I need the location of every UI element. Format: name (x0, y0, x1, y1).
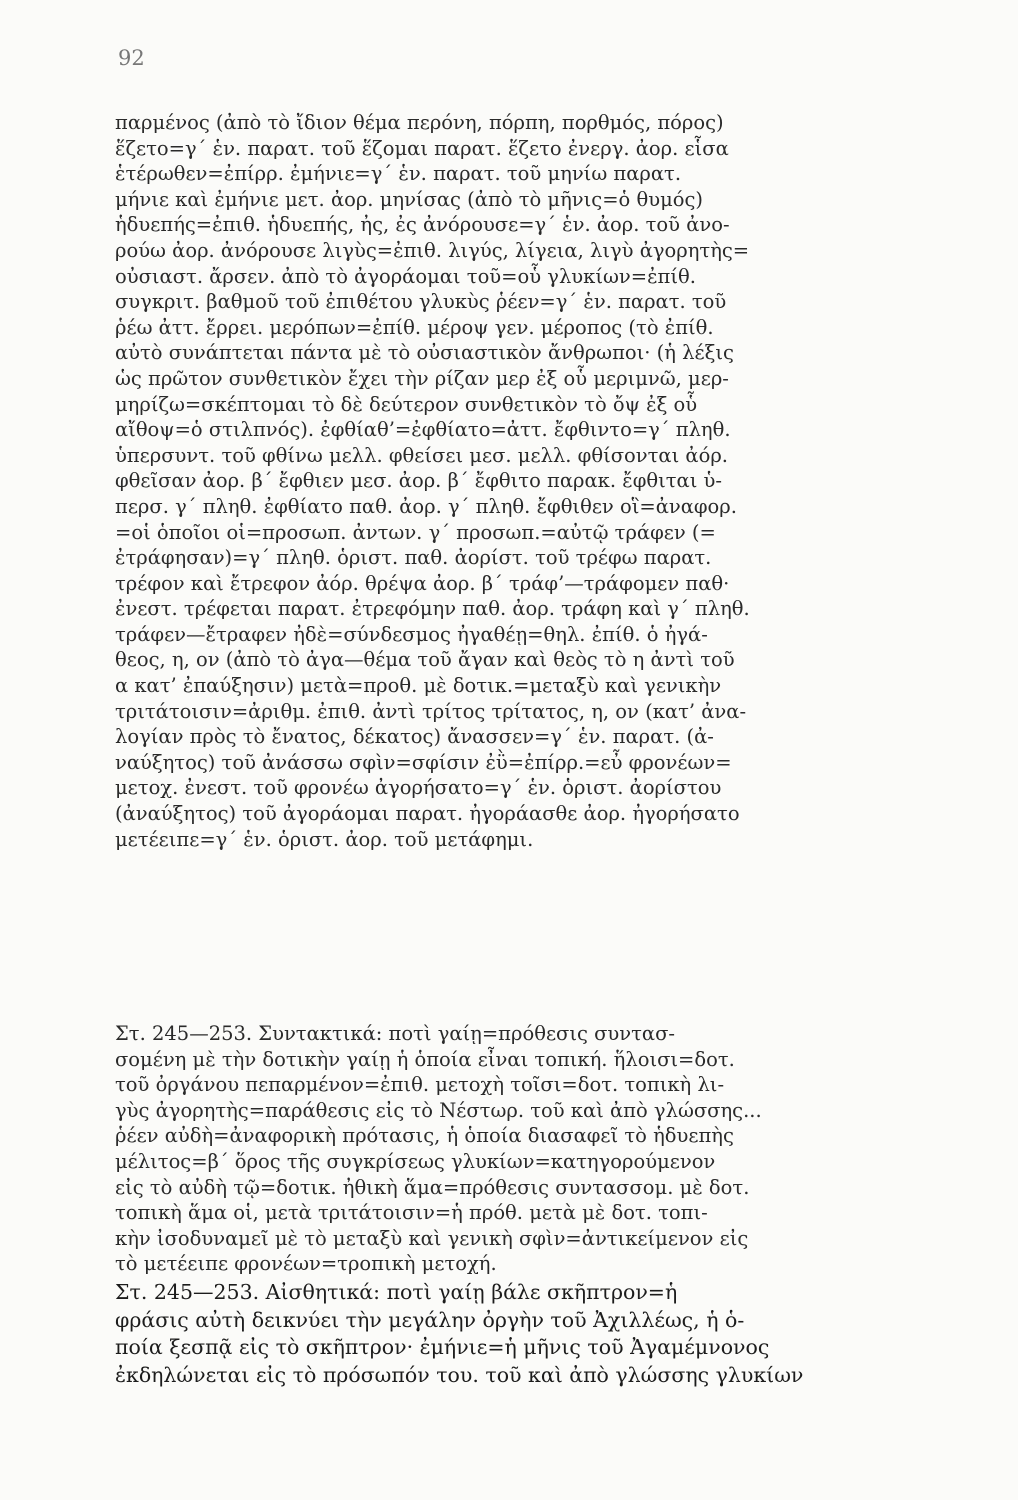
text-line: ἡδυεπής=ἐπιθ. ἡδυεπής, ἠς, ἐς ἀνόρουσε=γ΄ ἑν. ἀορ. τοῦ ἀνο- (115, 213, 730, 237)
text-line: ὑπερσυντ. τοῦ φθίνω μελλ. φθείσει μεσ. μελλ. φθίσονται ἀόρ. (115, 443, 728, 467)
text-line: μήνιε καὶ ἐμήνιε μετ. ἀορ. μηνίσας (ἀπὸ τὸ μῆνις=ὁ θυμός) (115, 187, 704, 211)
text-line: γὺς ἀγορητὴς=παράθεσις εἰς τὸ Νέστωρ. τοῦ καὶ ἀπὸ γλώσσης... (115, 1098, 762, 1122)
text-line: αὐτὸ συνάπτεται πάντα μὲ τὸ οὐσιαστικὸν ἄνθρωποι· (ἡ λέξις (115, 341, 734, 365)
text-line: τοῦ ὀργάνου πεπαρμένον=ἐπιθ. μετοχὴ τοῖσι=δοτ. τοπικὴ λι- (115, 1073, 725, 1097)
text-line: φράσις αὐτὴ δεικνύει τὴν μεγάλην ὀργὴν τοῦ Ἀχιλλέως, ἡ ὁ- (115, 1307, 745, 1332)
text-line: Στ. 245—253. Αἰσθητικά: ποτὶ γαίῃ βάλε σκῆπτρον=ἡ (115, 1280, 678, 1304)
syntax-paragraph (115, 1021, 940, 1277)
text-line: =οἱ ὁποῖοι οἱ=προσωπ. ἀντων. γ΄ προσωπ.=αὐτῷ τράφεν (= (115, 520, 716, 544)
text-line: μέλιτος=β΄ ὅρος τῆς συγκρίσεως γλυκίων=κατηγορούμενον (115, 1149, 716, 1173)
text-line: εἰς τὸ αὐδὴ τῷ=δοτικ. ἠθικὴ ἅμα=πρόθεσις συντασσομ. μὲ δοτ. (115, 1175, 750, 1199)
text-line: ῥέω ἀττ. ἔρρει. μερόπων=ἐπίθ. μέροψ γεν. μέροπος (τὸ ἐπίθ. (115, 315, 714, 339)
text-line: μετοχ. ἐνεστ. τοῦ φρονέω ἀγορήσατο=γ΄ ἑν. ὁριστ. ἀορίστου (115, 776, 722, 800)
text-line: αἴθοψ=ὁ στιλπνός). ἐφθίαθ’=ἐφθίατο=ἀττ. ἔφθιντο=γ΄ πληθ. (115, 418, 731, 442)
commentary-paragraph (115, 110, 940, 852)
text-line: Στ. 245—253. Συντακτικά: ποτὶ γαίῃ=πρόθεσις συντασ- (115, 1022, 675, 1045)
text-line: τὸ μετέειπε φρονέων=τροπικὴ μετοχή. (115, 1252, 497, 1276)
text-line: συγκριτ. βαθμοῦ τοῦ ἐπιθέτου γλυκὺς ῥέεν=γ΄ ἑν. παρατ. τοῦ (115, 290, 727, 314)
text-line: ἐνεστ. τρέφεται παρατ. ἐτρεφόμην παθ. ἀορ. τράφη καὶ γ΄ πληθ. (115, 597, 750, 621)
text-line: παρμένος (ἀπὸ τὸ ἴδιον θέμα περόνη, πόρπη, πορθμός, πόρος) (115, 111, 724, 134)
text-line: ναύξητος) τοῦ ἀνάσσω σφὶν=σφίσιν ἐῢ=ἐπίρρ.=εὖ φρονέων= (115, 750, 732, 774)
text-line: φθεῖσαν ἀορ. β΄ ἔφθιεν μεσ. ἀορ. β΄ ἔφθιτο παρακ. ἔφθιται ὑ- (115, 469, 722, 493)
text-line: ἐκδηλώνεται εἰς τὸ πρόσωπόν του. τοῦ καὶ ἀπὸ γλώσσης γλυκίων (115, 1362, 804, 1387)
text-line: α κατ’ ἐπαύξησιν) μετὰ=προθ. μὲ δοτικ.=μεταξὺ καὶ γενικὴν (115, 674, 722, 698)
text-line: μηρίζω=σκέπτομαι τὸ δὲ δεύτερον συνθετικὸν τὸ ὄψ ἐξ οὗ (115, 392, 698, 416)
text-line: (ἀναύξητος) τοῦ ἀγοράομαι παρατ. ἠγοράασθε ἀορ. ἠγορήσατο (115, 802, 740, 826)
text-line: μετέειπε=γ΄ ἑν. ὁριστ. ἀορ. τοῦ μετάφημι. (115, 827, 534, 851)
text-line: τριτάτοισιν=ἀριθμ. ἐπιθ. ἀντὶ τρίτος τρίτατος, η, ον (κατ’ ἀνα- (115, 699, 747, 723)
text-line: ὡς πρῶτον συνθετικὸν ἔχει τὴν ρίζαν μερ ἐξ οὗ μεριμνῶ, μερ- (115, 366, 729, 390)
text-line: περσ. γ΄ πληθ. ἐφθίατο παθ. ἀορ. γ΄ πληθ. ἔφθιθεν οἳ=ἀναφορ. (115, 494, 737, 518)
text-line: τοπικὴ ἅμα οἱ, μετὰ τριτάτοισιν=ἡ πρόθ. μετὰ μὲ δοτ. τοπι- (115, 1201, 708, 1225)
text-line: ἑτέρωθεν=ἐπίρρ. ἐμήνιε=γ΄ ἑν. παρατ. τοῦ μηνίω παρατ. (115, 162, 682, 186)
text-line: τράφεν—ἔτραφεν ἠδὲ=σύνδεσμος ἠγαθέῃ=θηλ. ἐπίθ. ὁ ἠγά- (115, 622, 708, 646)
text-line: κὴν ἰσοδυναμεῖ μὲ τὸ μεταξὺ καὶ γενικὴ σφὶν=ἀντικείμενον εἰς (115, 1226, 749, 1250)
text-line: ἐτράφησαν)=γ΄ πληθ. ὁριστ. παθ. ἀορίστ. τοῦ τρέφω παρατ. (115, 546, 712, 570)
text-line: ποία ξεσπᾷ εἰς τὸ σκῆπτρον· ἐμήνιε=ἡ μῆνις τοῦ Ἀγαμέμνονος (115, 1335, 770, 1359)
text-line: οὐσιαστ. ἄρσεν. ἀπὸ τὸ ἀγοράομαι τοῦ=οὗ γλυκίων=ἐπίθ. (115, 264, 696, 288)
text-line: σομένη μὲ τὴν δοτικὴν γαίῃ ἡ ὁποία εἶναι τοπική. ἥλοισι=δοτ. (115, 1047, 735, 1071)
aesthetic-paragraph (115, 1279, 940, 1389)
page-number: 92 (118, 46, 145, 70)
text-line: ἕζετο=γ΄ ἑν. παρατ. τοῦ ἕζομαι παρατ. ἕζετο ἐνεργ. ἀορ. εἷσα (115, 136, 729, 160)
text-line: ρούω ἀορ. ἀνόρουσε λιγὺς=ἐπιθ. λιγύς, λίγεια, λιγὺ ἀγορητὴς= (115, 238, 750, 262)
text-line: λογίαν πρὸς τὸ ἔνατος, δέκατος) ἄνασσεν=γ΄ ἑν. παρατ. (ἀ- (115, 725, 714, 749)
text-line: τρέφον καὶ ἔτρεφον ἀόρ. θρέψα ἀορ. β΄ τράφ’—τράφομεν παθ· (115, 571, 730, 595)
text-line: ῥέεν αὐδὴ=ἀναφορικὴ πρότασις, ἡ ὁποία διασαφεῖ τὸ ἡδυεπὴς (115, 1124, 734, 1148)
text-line: θεος, η, ον (ἀπὸ τὸ ἀγα—θέμα τοῦ ἄγαν καὶ θεὸς τὸ η ἀντὶ τοῦ (115, 648, 735, 672)
